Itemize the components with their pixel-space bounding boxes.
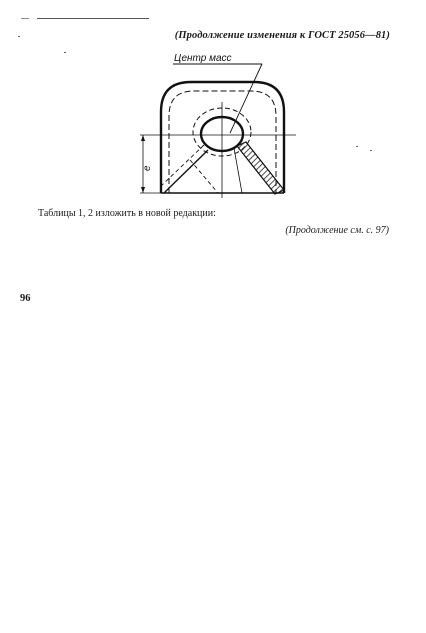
dimension-label: e bbox=[142, 165, 153, 171]
dimension-arrow-top bbox=[141, 135, 145, 141]
center-of-mass-label: Центр масс bbox=[174, 53, 232, 64]
instruction-text: Таблицы 1, 2 изложить в новой редакции: bbox=[38, 208, 216, 219]
crack-line bbox=[234, 148, 242, 193]
hatched-strut bbox=[237, 142, 284, 194]
scan-speck bbox=[356, 146, 358, 147]
top-rule bbox=[37, 18, 149, 19]
continued-note: (Продолжение см. с. 97) bbox=[285, 225, 389, 236]
scan-speck bbox=[64, 52, 66, 53]
scan-speck bbox=[370, 150, 372, 151]
scan-speck bbox=[18, 36, 20, 37]
dimension-arrow-bottom bbox=[141, 187, 145, 193]
page-number: 96 bbox=[20, 293, 31, 304]
technical-drawing bbox=[138, 50, 298, 200]
amendment-header: (Продолжение изменения к ГОСТ 25056—81) bbox=[174, 30, 390, 41]
left-inner-dashed bbox=[190, 160, 218, 193]
leader-line bbox=[230, 64, 262, 133]
inner-dashed-contour bbox=[169, 91, 276, 193]
left-diagonal-strut bbox=[164, 150, 208, 193]
left-diagonal-dashed bbox=[161, 145, 204, 186]
top-left-dash bbox=[21, 18, 29, 19]
